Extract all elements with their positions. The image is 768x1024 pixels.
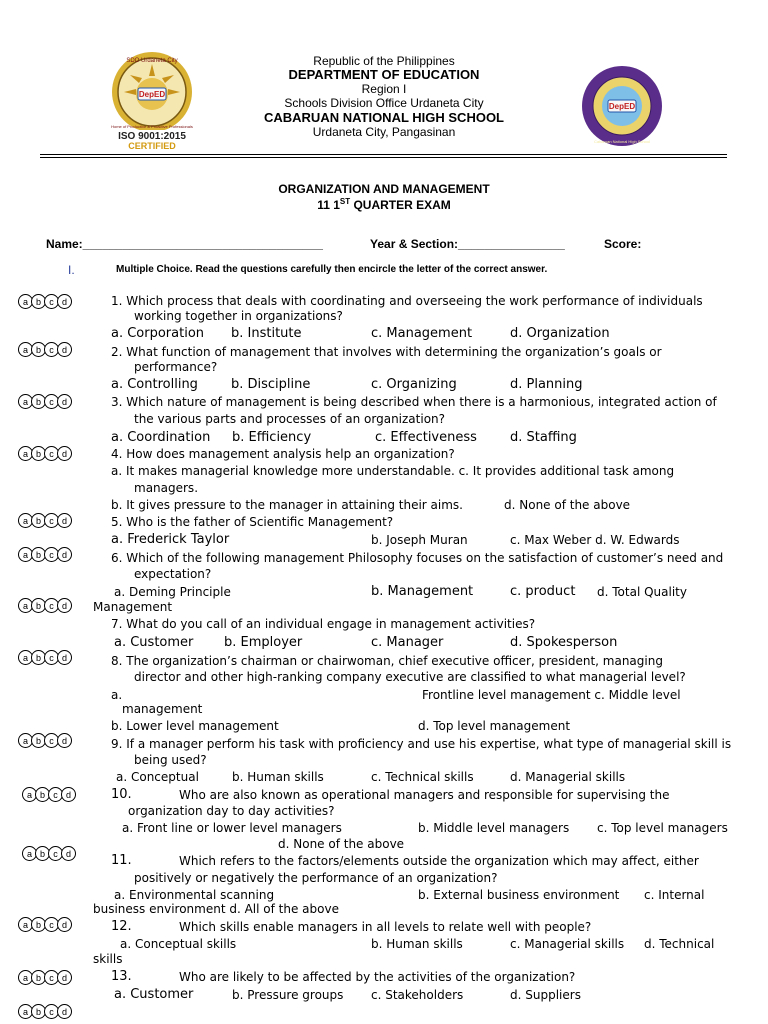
bubble-a[interactable]: a [18,917,33,932]
option-4a: a. It makes managerial knowledge more understandable. c. It provides additional task among [111,464,675,478]
right-seal-badge: DepED [608,102,636,111]
option-7d: d. Spokesperson [510,635,618,650]
bubble-b[interactable]: b [31,547,46,562]
answer-bubbles-q6[interactable] [18,547,70,562]
question-1-cont: working together in organizations? [134,309,343,323]
left-seal-side-text: Home of Productive & Proactive Professionals [111,124,193,129]
iso-label: ISO 9001:2015 [118,131,186,142]
instruction-text: Multiple Choice. Read the questions carefully then encircle the letter of the correct answer. [116,264,548,275]
question-2: 2. What function of management that involves with determining the organization’s goals or [111,345,662,359]
right-seal-ring-text: Cabaruan National High School [593,139,651,144]
bubble-c[interactable]: c [44,446,59,461]
bubble-a[interactable]: a [18,733,33,748]
bubble-c[interactable]: c [44,342,59,357]
bubble-c[interactable]: c [44,733,59,748]
name-field[interactable]: Name:____________________________________ [46,237,323,251]
answer-bubbles-q3[interactable] [18,394,70,409]
exam-subject: ORGANIZATION AND MANAGEMENT [278,182,490,196]
question-9-cont: being used? [134,753,207,767]
option-12a: a. Conceptual skills [120,937,237,951]
bubble-b[interactable]: b [31,342,46,357]
header-rule-bottom [40,157,727,158]
option-6d: d. Total Quality [597,585,687,599]
option-8d: d. Top level management [418,719,571,733]
bubble-b[interactable]: b [35,787,50,802]
option-10d: d. None of the above [278,837,405,851]
option-10a: a. Front line or lower level managers [122,821,342,835]
bubble-a[interactable]: a [18,394,33,409]
option-9b: b. Human skills [232,770,324,784]
section-number: I. [68,263,75,277]
option-11b: b. External business environment [418,888,620,902]
question-8-cont: director and other high-ranking company executive are classified to what managerial level? [134,670,686,684]
question-5: 5. Who is the father of Scientific Management? [111,515,394,529]
bubble-a[interactable]: a [18,547,33,562]
option-9c: c. Technical skills [371,770,474,784]
option-6c: c. product [510,584,576,599]
question-11: Which refers to the factors/elements outside the organization which may affect, either [179,854,699,868]
option-1a: a. Corporation [111,326,205,341]
answer-bubbles-q9[interactable] [18,733,70,748]
option-13a: a. Customer [114,987,194,1002]
option-11c: c. Internal [644,888,705,902]
bubble-d[interactable]: d [57,294,72,309]
option-10c: c. Top level managers [597,821,728,835]
question-6: 6. Which of the following management Philosophy focuses on the satisfaction of customer’s need and [111,551,724,565]
bubble-b[interactable]: b [31,650,46,665]
left-seal-top-text: SDO Urdaneta City [126,58,178,64]
bubble-d[interactable]: d [57,394,72,409]
bubble-a[interactable]: a [18,650,33,665]
bubble-a[interactable]: a [18,294,33,309]
bubble-d[interactable]: d [57,733,72,748]
bubble-d[interactable]: d [57,1004,72,1019]
bubble-c[interactable]: c [44,1004,59,1019]
question-10-number: 10. [111,787,132,802]
option-12d: d. Technical [644,937,715,951]
bubble-b[interactable]: b [31,446,46,461]
question-3: 3. Which nature of management is being described when there is a harmonious, integrated action of [111,395,717,409]
answer-bubbles-q10[interactable] [22,787,74,802]
option-7a: a. Customer [114,635,194,650]
bubble-c[interactable]: c [44,598,59,613]
option-2b: b. Discipline [231,377,311,392]
city-line: Urdaneta City, Pangasinan [312,125,456,139]
bubble-b[interactable]: b [31,598,46,613]
bubble-c[interactable]: c [44,970,59,985]
certified-label: CERTIFIED [128,141,176,151]
option-6b: b. Management [371,584,474,599]
bubble-c[interactable]: c [48,846,63,861]
left-seal-badge: DepED [138,90,166,99]
bubble-d[interactable]: d [57,917,72,932]
option-6a: a. Deming Principle [114,585,231,599]
option-13b: b. Pressure groups [232,988,344,1002]
option-1b: b. Institute [231,326,302,341]
option-5a: a. Frederick Taylor [111,532,230,547]
answer-bubbles-q14[interactable] [18,1004,70,1019]
question-1: 1. Which process that deals with coordinating and overseeing the work performance of individuals [111,294,703,308]
bubble-d[interactable]: d [57,650,72,665]
option-7c: c. Manager [371,635,444,650]
bubble-b[interactable]: b [31,733,46,748]
option-8a-cont: management [122,702,203,716]
bubble-c[interactable]: c [44,650,59,665]
question-10: Who are also known as operational managers and responsible for supervising the [179,788,670,802]
bubble-a[interactable]: a [18,598,33,613]
department-line: DEPARTMENT OF EDUCATION [288,67,480,82]
answer-bubbles-q11[interactable] [22,846,74,861]
bubble-b[interactable]: b [35,846,50,861]
bubble-c[interactable]: c [44,294,59,309]
option-11a: a. Environmental scanning [114,888,275,902]
bubble-a[interactable]: a [22,787,37,802]
option-4b: b. It gives pressure to the manager in attaining their aims. [111,498,463,512]
answer-bubbles-q8[interactable] [18,650,70,665]
option-4d: d. None of the above [504,498,631,512]
bubble-c[interactable]: c [44,917,59,932]
header-rule-top [40,154,727,155]
option-9d: d. Managerial skills [510,770,626,784]
bubble-d[interactable]: d [57,342,72,357]
bubble-b[interactable]: b [31,917,46,932]
question-12-number: 12. [111,919,132,934]
option-12d-cont: skills [93,952,123,966]
republic-line: Republic of the Philippines [313,54,455,68]
bubble-d[interactable]: d [61,787,76,802]
option-10b: b. Middle level managers [418,821,570,835]
bubble-b[interactable]: b [31,394,46,409]
answer-bubbles-q12[interactable] [18,917,70,932]
option-6d-cont: Management [93,600,173,614]
question-4: 4. How does management analysis help an organization? [111,447,455,461]
answer-bubbles-q4[interactable] [18,446,70,461]
bubble-c[interactable]: c [48,787,63,802]
question-8: 8. The organization’s chairman or chairwoman, chief executive officer, president, managing [111,654,663,668]
bubble-c[interactable]: c [44,547,59,562]
bubble-d[interactable]: d [57,547,72,562]
bubble-c[interactable]: c [44,513,59,528]
answer-bubbles-q5[interactable] [18,513,70,528]
bubble-c[interactable]: c [44,394,59,409]
answer-bubbles-q1[interactable] [18,294,70,309]
option-13d: d. Suppliers [510,988,581,1002]
option-3b: b. Efficiency [232,430,312,445]
question-13: Who are likely to be affected by the activities of the organization? [179,970,576,984]
option-13c: c. Stakeholders [371,988,464,1002]
school-name: CABARUAN NATIONAL HIGH SCHOOL [263,110,504,125]
option-11c-cont: business environment d. All of the above [93,902,339,916]
option-12c: c. Managerial skills [510,937,625,951]
bubble-d[interactable]: d [57,446,72,461]
score-field[interactable]: Score: [604,237,642,251]
bubble-a[interactable]: a [18,1004,33,1019]
option-1d: d. Organization [510,326,610,341]
bubble-d[interactable]: d [57,970,72,985]
question-11-number: 11. [111,853,132,868]
bubble-b[interactable]: b [31,970,46,985]
bubble-b[interactable]: b [31,294,46,309]
question-6-cont: expectation? [134,567,212,581]
division-line: Schools Division Office Urdaneta City [284,96,484,110]
bubble-a[interactable]: a [18,970,33,985]
option-2d: d. Planning [510,377,583,392]
bubble-b[interactable]: b [31,1004,46,1019]
bubble-a[interactable]: a [18,342,33,357]
question-11-cont: positively or negatively the performance of an organization? [134,871,498,885]
option-12b: b. Human skills [371,937,463,951]
option-1c: c. Management [371,326,473,341]
option-5c: c. Max Weber d. W. Edwards [510,533,680,547]
question-3-cont: the various parts and processes of an organization? [134,412,446,426]
question-13-number: 13. [111,969,132,984]
option-3c: c. Effectiveness [375,430,477,445]
exam-quarter: 11 1ST QUARTER EXAM [317,197,451,212]
section-field[interactable]: Year & Section:________________ [370,237,565,251]
bubble-a[interactable]: a [18,513,33,528]
region-line: Region I [361,82,407,96]
option-9a: a. Conceptual [116,770,199,784]
bubble-a[interactable]: a [22,846,37,861]
option-7b: b. Employer [224,635,303,650]
option-4a-cont: managers. [134,481,199,495]
option-8a-label: a. [111,688,123,702]
question-2-cont: performance? [134,360,218,374]
bubble-d[interactable]: d [57,598,72,613]
bubble-d[interactable]: d [61,846,76,861]
option-2c: c. Organizing [371,377,457,392]
option-5b: b. Joseph Muran [371,533,468,547]
answer-bubbles-q7[interactable] [18,598,70,613]
bubble-d[interactable]: d [57,513,72,528]
answer-bubbles-q13[interactable] [18,970,70,985]
bubble-b[interactable]: b [31,513,46,528]
option-8b: b. Lower level management [111,719,279,733]
question-10-cont: organization day to day activities? [128,804,335,818]
option-3d: d. Staffing [510,430,577,445]
bubble-a[interactable]: a [18,446,33,461]
option-2a: a. Controlling [111,377,198,392]
answer-bubbles-q2[interactable] [18,342,70,357]
question-7: 7. What do you call of an individual engage in management activities? [111,617,536,631]
question-12: Which skills enable managers in all levels to relate well with people? [179,920,592,934]
option-3a: a. Coordination [111,430,211,445]
option-8a: Frontline level management c. Middle level [422,688,681,702]
question-9: 9. If a manager perform his task with proficiency and use his expertise, what type of managerial skill is [111,737,732,751]
